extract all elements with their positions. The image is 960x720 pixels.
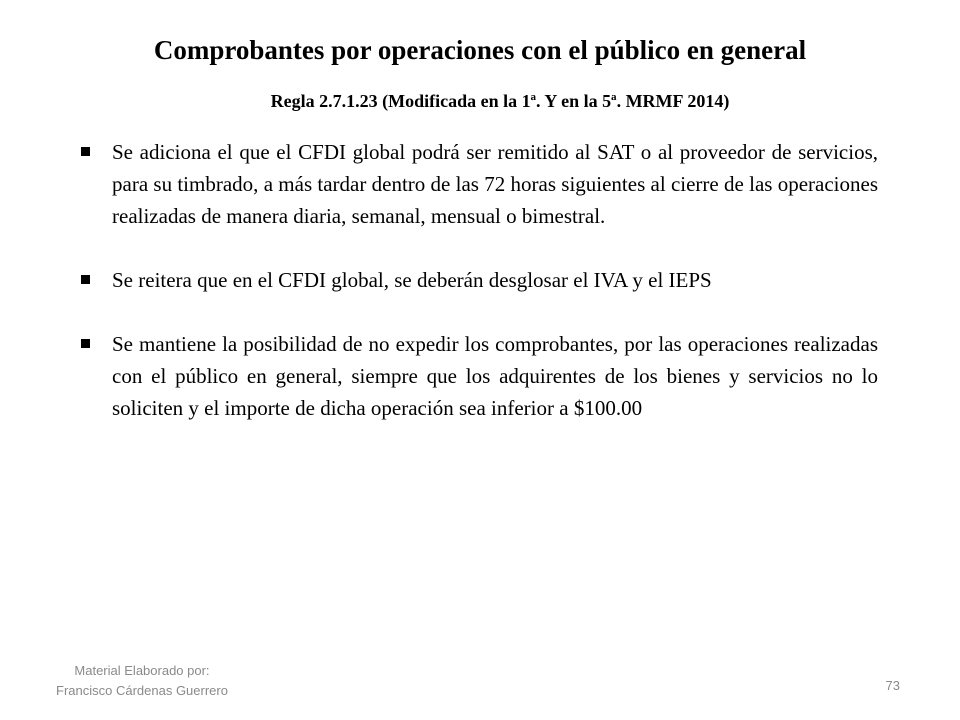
slide-subtitle: Regla 2.7.1.23 (Modificada en la 1ª. Y en la 5ª. MRMF 2014) — [270, 91, 730, 111]
page-number: 73 — [885, 678, 900, 693]
bullet-list — [78, 136, 878, 424]
bullet-item — [78, 264, 878, 296]
square-bullet-icon — [81, 339, 90, 348]
footer-credit-line: Material Elaborado por: — [74, 663, 210, 678]
square-bullet-icon — [81, 275, 90, 284]
bullet-text: Se adiciona el que el CFDI global podrá ser remitido al SAT o al proveedor de servicios, para su timbrado, a más tardar dentro de las 72 horas siguientes al cierre de las operaciones realizadas de manera diaria, semanal, mensual o bimestral. — [112, 140, 878, 228]
bullet-item — [78, 328, 878, 424]
footer-credit-line: Francisco Cárdenas Guerrero — [56, 683, 228, 698]
square-bullet-icon — [81, 147, 90, 156]
slide-title: Comprobantes por operaciones con el público en general — [153, 35, 807, 65]
bullet-text: Se mantiene la posibilidad de no expedir los comprobantes, por las operaciones realizadas con el público en general, siempre que los adquirentes de los bienes y servicios no lo soliciten y el importe de dicha operación sea inferior a $100.00 — [112, 332, 878, 420]
bullet-text: Se reitera que en el CFDI global, se deberán desglosar el IVA y el IEPS — [112, 268, 712, 292]
footer-credit — [56, 661, 228, 701]
bullet-item — [78, 136, 878, 232]
